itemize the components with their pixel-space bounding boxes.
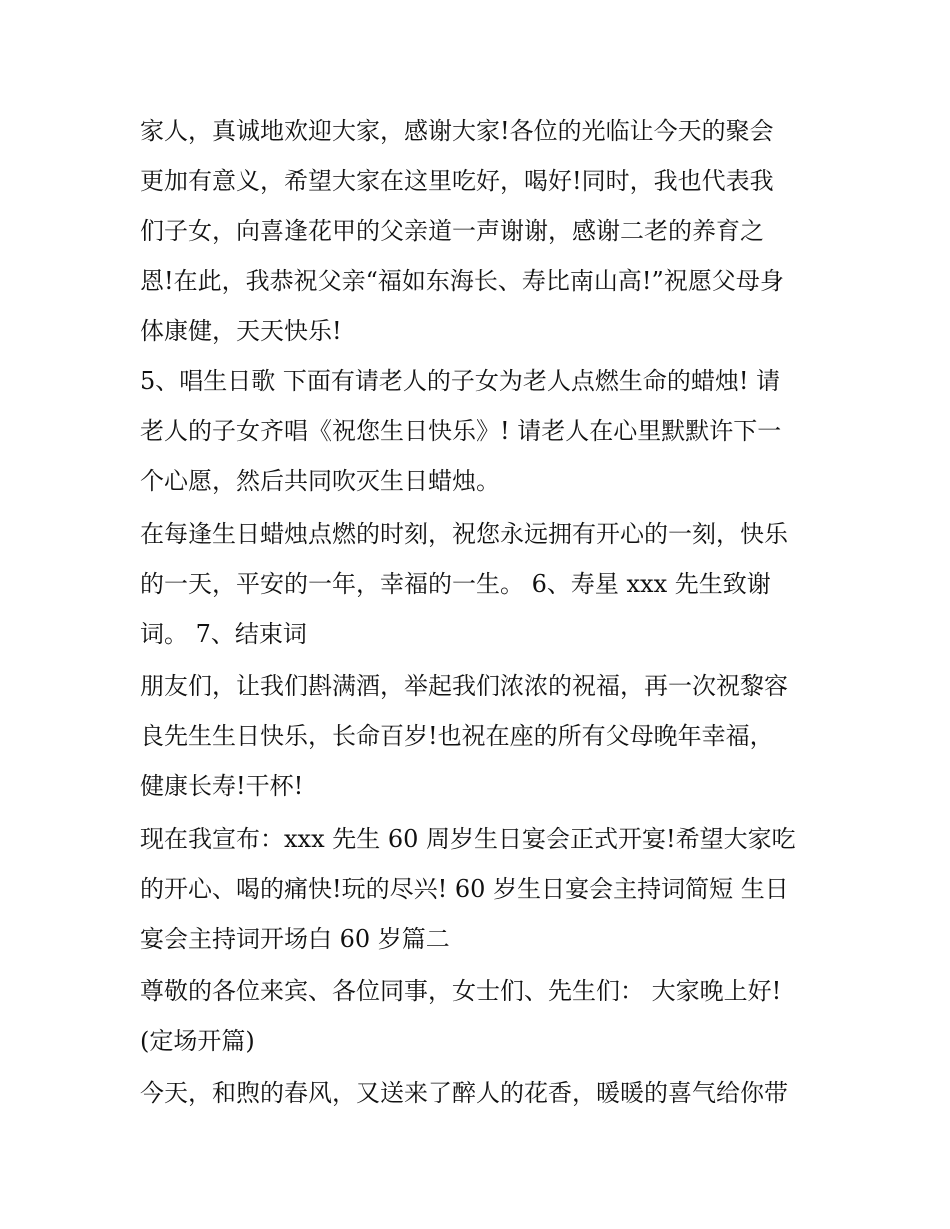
- text-line-9: 在每逢生日蜡烛点燃的时刻，祝您永远拥有开心的一刻，快乐: [140, 520, 788, 548]
- text-line-17: 宴会主持词开场白 60 岁篇二: [140, 925, 450, 953]
- text-line-20: 今天，和煦的春风，又送来了醉人的花香，暖暖的喜气给你带: [140, 1079, 788, 1107]
- text-line-18: 尊敬的各位来宾、各位同事，女士们、先生们： 大家晚上好!: [140, 977, 782, 1005]
- text-line-14: 健康长寿!干杯!: [140, 772, 304, 800]
- text-line-12: 朋友们，让我们斟满酒，举起我们浓浓的祝福，再一次祝黎容: [140, 672, 788, 700]
- text-line-10: 的一天，平安的一年，幸福的一生。 6、寿星 xxx 先生致谢: [140, 570, 771, 598]
- text-line-4: 恩!在此，我恭祝父亲“福如东海长、寿比南山高!”祝愿父母身: [140, 267, 784, 295]
- text-line-13: 良先生生日快乐，长命百岁!也祝在座的所有父母晚年幸福，: [140, 722, 774, 750]
- text-line-2: 更加有意义，希望大家在这里吃好，喝好!同时，我也代表我: [140, 167, 774, 195]
- text-line-1: 家人，真诚地欢迎大家，感谢大家!各位的光临让今天的聚会: [140, 117, 774, 145]
- text-line-5: 体康健，天天快乐!: [140, 317, 342, 345]
- text-line-16: 的开心、喝的痛快!玩的尽兴! 60 岁生日宴会主持词简短 生日: [140, 875, 789, 903]
- text-line-7: 老人的子女齐唱《祝您生日快乐》! 请老人在心里默默许下一: [140, 417, 782, 445]
- text-line-8: 个心愿，然后共同吹灭生日蜡烛。: [140, 467, 500, 495]
- text-line-11: 词。 7、结束词: [140, 620, 307, 648]
- text-line-15: 现在我宣布：xxx 先生 60 周岁生日宴会正式开宴!希望大家吃: [140, 825, 796, 853]
- text-line-3: 们子女，向喜逢花甲的父亲道一声谢谢，感谢二老的养育之: [140, 217, 764, 245]
- text-line-19: (定场开篇): [140, 1027, 255, 1055]
- text-line-6: 5、唱生日歌 下面有请老人的子女为老人点燃生命的蜡烛! 请: [140, 367, 781, 395]
